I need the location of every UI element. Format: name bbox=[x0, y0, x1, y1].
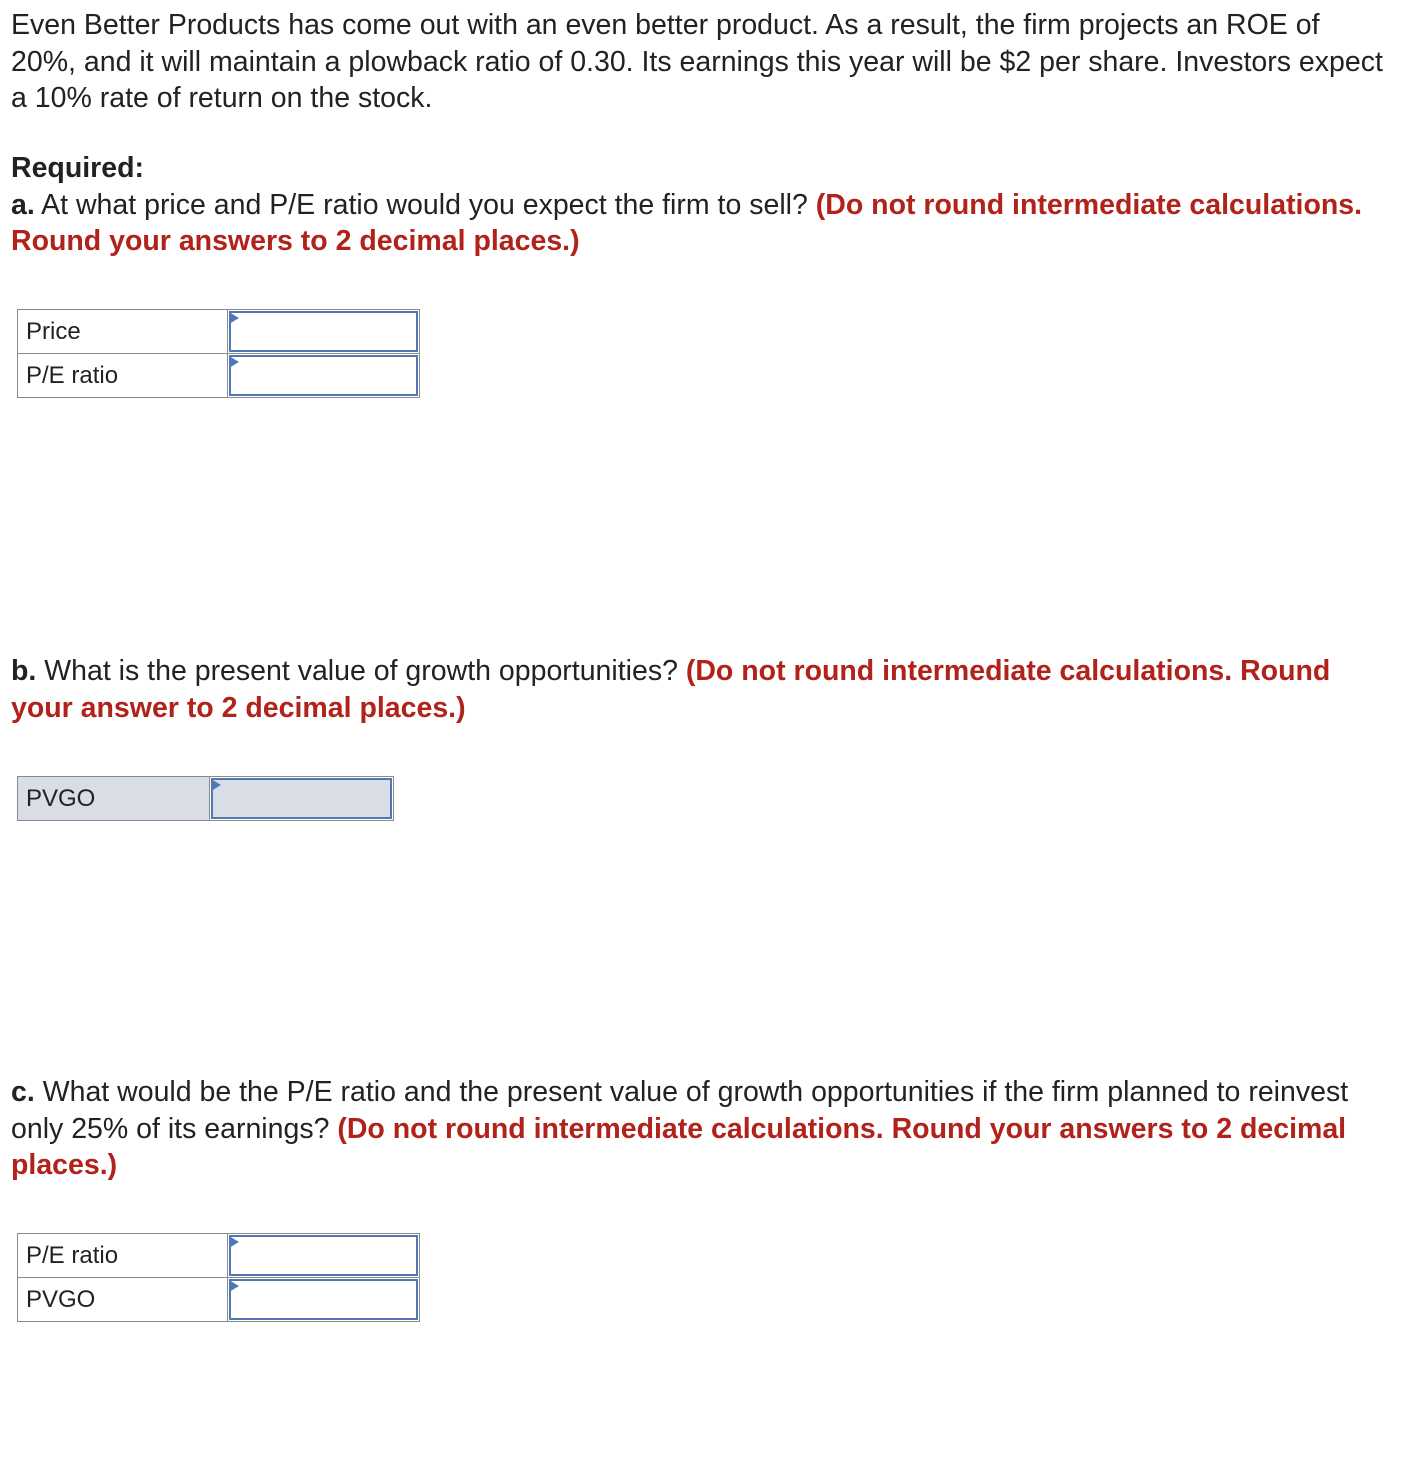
table-row bbox=[18, 777, 394, 821]
pe-ratio-cell bbox=[228, 354, 420, 398]
table-row bbox=[18, 1234, 420, 1278]
part-a-question-text: At what price and P/E ratio would you expect the firm to sell? bbox=[34, 188, 816, 221]
price-cell bbox=[228, 310, 420, 354]
pvgo-c-label: PVGO bbox=[18, 1278, 228, 1322]
part-a-instruction: (Do not round intermediate calculations. Round your answers to 2 decimal places.) bbox=[11, 188, 1363, 257]
pvgo-input[interactable] bbox=[211, 778, 392, 819]
pe-ratio-c-label: P/E ratio bbox=[18, 1234, 228, 1278]
table-row bbox=[18, 354, 420, 398]
pvgo-label: PVGO bbox=[18, 777, 210, 821]
problem-statement bbox=[11, 7, 1391, 117]
part-b-answer-table bbox=[17, 776, 394, 821]
part-a-letter: a. bbox=[11, 188, 35, 221]
price-input[interactable] bbox=[229, 311, 418, 352]
table-row bbox=[18, 310, 420, 354]
pe-ratio-input[interactable] bbox=[229, 355, 418, 396]
part-c-instruction: (Do not round intermediate calculations. Round your answers to 2 decimal places.) bbox=[11, 1112, 1347, 1181]
part-a-prompt bbox=[11, 150, 1391, 260]
flag-icon bbox=[229, 1280, 239, 1292]
part-c-prompt bbox=[11, 1074, 1391, 1184]
pe-ratio-label: P/E ratio bbox=[18, 354, 228, 398]
pvgo-cell bbox=[210, 777, 394, 821]
part-b-letter: b. bbox=[11, 655, 37, 687]
part-a-answer-table bbox=[17, 309, 420, 398]
table-row bbox=[18, 1278, 420, 1322]
part-b-prompt bbox=[11, 653, 1391, 726]
flag-icon bbox=[211, 779, 221, 791]
part-c-question-text: What would be the P/E ratio and the present value of growth opportunities if the firm planned to reinvest only 25% of its earnings? bbox=[11, 1076, 1349, 1145]
part-b-question-text: What is the present value of growth opportunities? bbox=[36, 655, 686, 687]
required-heading: Required: bbox=[11, 152, 145, 184]
pvgo-c-cell bbox=[228, 1278, 420, 1322]
flag-icon bbox=[229, 356, 239, 368]
part-b-instruction: (Do not round intermediate calculations. Round your answer to 2 decimal places.) bbox=[11, 655, 1331, 724]
pe-ratio-c-input[interactable] bbox=[229, 1235, 418, 1276]
flag-icon bbox=[229, 1236, 239, 1248]
part-c-letter: c. bbox=[11, 1076, 35, 1108]
price-label: Price bbox=[18, 310, 228, 354]
part-a-question bbox=[11, 187, 1391, 260]
problem-text: Even Better Products has come out with an even better product. As a result, the firm projects an ROE of 20%, and it will maintain a plowback ratio of 0.30. Its earnings this year will be $2 per share. Investors expect a 10% rate of return on the stock. bbox=[11, 9, 1383, 114]
flag-icon bbox=[229, 312, 239, 324]
pe-ratio-c-cell bbox=[228, 1234, 420, 1278]
pvgo-c-input[interactable] bbox=[229, 1279, 418, 1320]
part-c-answer-table bbox=[17, 1233, 420, 1322]
